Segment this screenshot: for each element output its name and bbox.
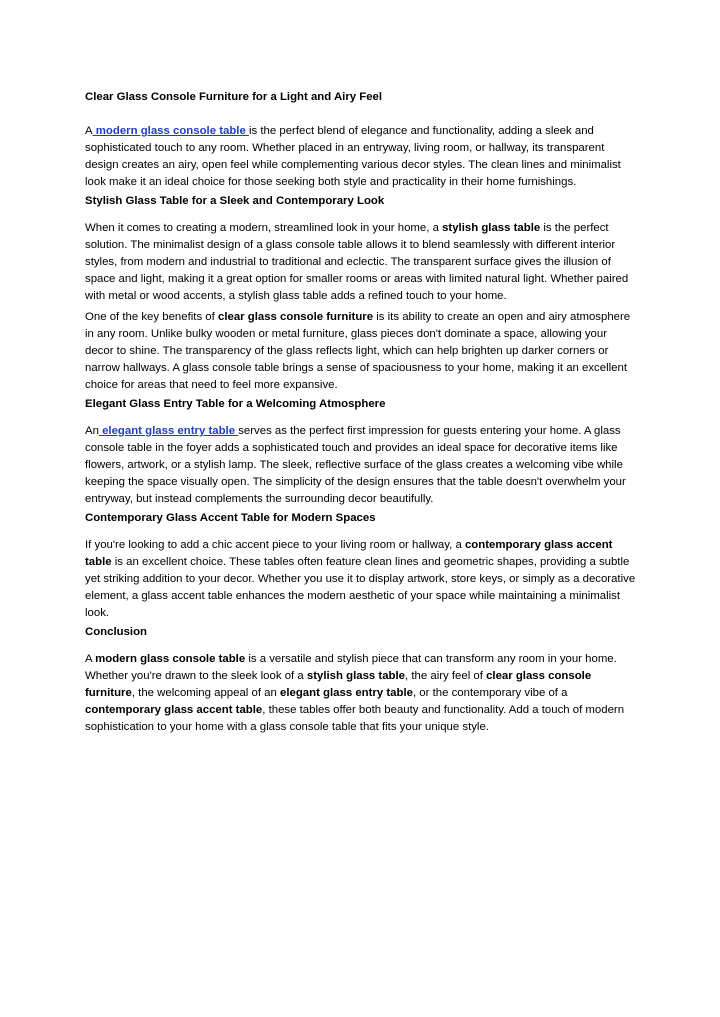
text-run: serves as the perfect first impression for guests entering your home. A glass console table in the foyer adds a sophisticated touch and provides an ideal space for decorative items like flowers, artwork, or a stylish lamp. The sleek, reflective surface of the glass creates a welcoming vibe while keeping the space visually open. The simplicity of the design ensures that the table doesn't overwhelm your entryway, but instead complements the surrounding decor beautifully. bbox=[85, 425, 626, 505]
bold-term: stylish glass table bbox=[442, 222, 541, 234]
text-run: is the perfect solution. The minimalist design of a glass console table allows it to blend seamlessly with different interior styles, from modern and industrial to traditional and eclectic. The transparent surface gives the illusion of space and light, making it a great option for smaller rooms or areas with limited natural light. Whether paired with metal or wood accents, a stylish glass table adds a refined touch to your home. bbox=[85, 222, 629, 302]
bold-term: elegant glass entry table bbox=[280, 687, 413, 699]
paragraph-conclusion bbox=[85, 651, 637, 736]
section-heading-contemporary-accent: Contemporary Glass Accent Table for Modern Spaces bbox=[85, 512, 376, 524]
text-run: A bbox=[85, 653, 96, 665]
section-heading-conclusion: Conclusion bbox=[85, 626, 148, 638]
text-run: , the airy feel of bbox=[405, 670, 487, 682]
text-run: When it comes to creating a modern, streamlined look in your home, a bbox=[85, 222, 443, 234]
text-run: If you're looking to add a chic accent piece to your living room or hallway, a bbox=[85, 539, 465, 551]
text-run: is the perfect blend of elegance and functionality, adding a sleek and sophisticated touch to any room. Whether placed in an entryway, living room, or hallway, its transparent design creates an airy, open feel while complementing various decor styles. The clean lines and minimalist look make it an ideal choice for those seeking both style and practicality in their home furnishings. bbox=[85, 125, 621, 188]
section-heading-stylish-glass: Stylish Glass Table for a Sleek and Contemporary Look bbox=[85, 195, 385, 207]
text-run: is its ability to create an open and airy atmosphere in any room. Unlike bulky wooden or metal furniture, glass pieces don't dominate a space, allowing your decor to shine. The transparency of the glass reflects light, which can help brighten up darker corners or narrow hallways. A glass console table brings a sense of spaciousness to your home, making it an excellent choice for areas that need to feel more expansive. bbox=[85, 311, 631, 391]
bold-term: clear glass console furniture bbox=[217, 311, 374, 323]
paragraph-contemporary-accent bbox=[85, 537, 637, 622]
section-heading-clear-glass: Clear Glass Console Furniture for a Light and Airy Feel bbox=[85, 91, 383, 103]
paragraph-intro bbox=[85, 123, 637, 191]
text-run: , or the contemporary vibe of a bbox=[412, 687, 568, 699]
text-run: , these tables offer both beauty and functionality. Add a touch of modern sophistication to your home with a glass console table that fits your unique style. bbox=[85, 704, 625, 733]
bold-term: clear glass console furniture bbox=[85, 670, 592, 699]
document-page bbox=[85, 89, 637, 738]
text-run: A bbox=[85, 125, 93, 137]
bold-term: modern glass console table bbox=[95, 653, 246, 665]
text-run: is an excellent choice. These tables often feature clean lines and geometric shapes, providing a subtle yet striking addition to your decor. Whether you use it to display artwork, store keys, or simply as a decorative element, a glass accent table enhances the modern aesthetic of your space while maintaining a minimalist look. bbox=[85, 556, 636, 619]
paragraph-clear-glass-benefits bbox=[85, 309, 637, 394]
text-run: An bbox=[85, 425, 99, 437]
text-run: One of the key benefits of bbox=[85, 311, 218, 323]
elegant-glass-entry-table-link[interactable]: elegant glass entry table bbox=[98, 425, 239, 437]
text-run: , the welcoming appeal of an bbox=[131, 687, 281, 699]
text-run: is a versatile and stylish piece that can transform any room in your home. Whether you're drawn to the sleek look of a bbox=[85, 653, 617, 682]
paragraph-elegant-entry bbox=[85, 423, 637, 508]
bold-term: contemporary glass accent table bbox=[85, 539, 613, 568]
bold-term: contemporary glass accent table bbox=[85, 704, 263, 716]
paragraph-stylish-glass bbox=[85, 220, 637, 305]
bold-term: stylish glass table bbox=[306, 670, 406, 682]
section-heading-elegant-entry: Elegant Glass Entry Table for a Welcoming Atmosphere bbox=[85, 398, 386, 410]
modern-glass-console-table-link[interactable]: modern glass console table bbox=[92, 125, 249, 137]
